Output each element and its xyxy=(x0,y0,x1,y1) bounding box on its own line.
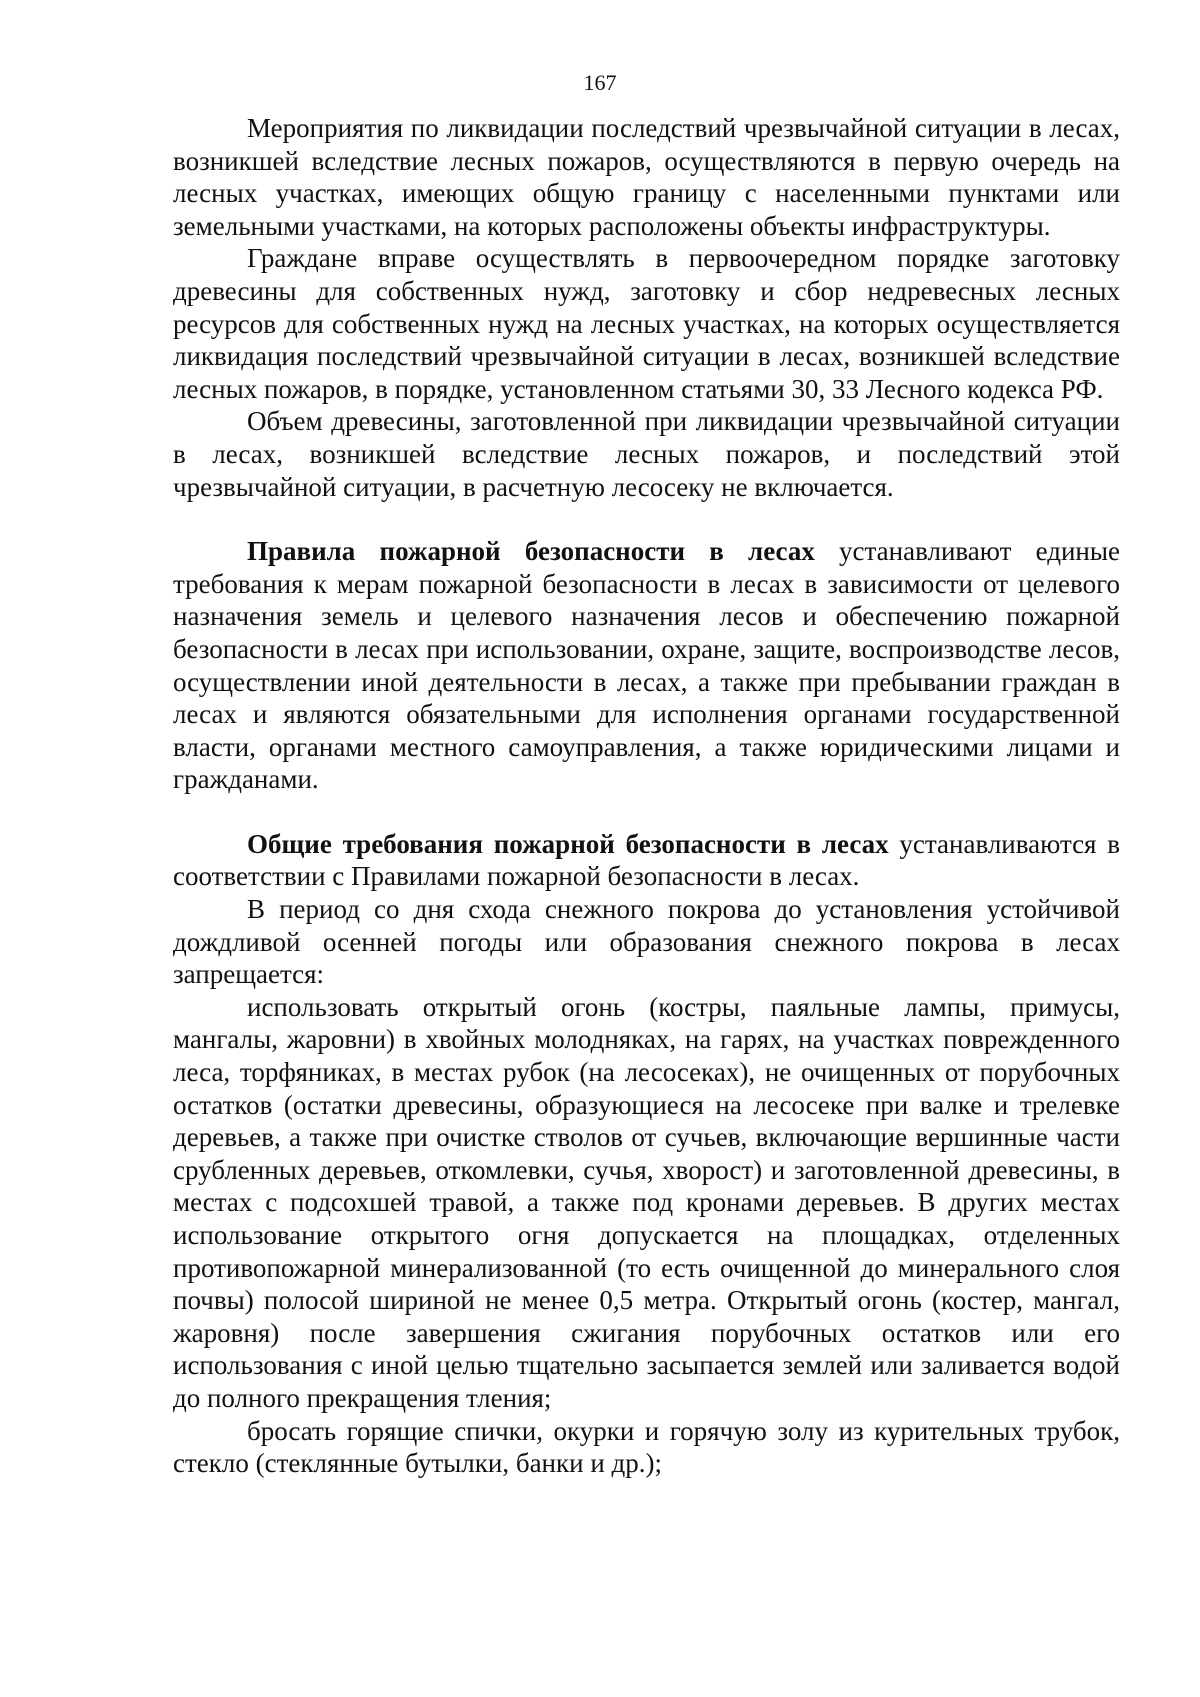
paragraph-liquidation-measures: Мероприятия по ликвидации последствий чрезвычайной ситуации в лесах, возникшей вследствие лесных пожаров, осуществляются в первую очередь на лесных участках, имеющих общую границу с населенными пунктами или земельными участками, на которых расположены объекты инфраструктуры. xyxy=(173,113,1120,241)
bold-term-fire-safety-rules: Правила пожарной безопасности в лесах xyxy=(247,536,815,567)
paragraph-wood-volume: Объем древесины, заготовленной при ликвидации чрезвычайной ситуации в лесах, возникшей вследствие лесных пожаров, и последствий этой чрезвычайной ситуации, в расчетную лесосеку не включается. xyxy=(173,406,1120,502)
paragraph-open-fire-rule: использовать открытый огонь (костры, паяльные лампы, примусы, мангалы, жаровни) в хвойных молодняках, на гарях, на участках поврежденного леса, торфяниках, в местах рубок (на лесосеках), не очищенных от порубочных остатков (остатки древесины, образующиеся на лесосеке при валке и трелевке деревьев, а также при очистке стволов от сучьев, включающие вершинные части срубленных деревьев, откомлевки, сучья, хворост) и заготовленной древесины, в местах с подсохшей травой, а также под кронами деревьев. В других местах использование открытого огня допускается на площадках, отделенных противопожарной минерализованной (то есть очищенной до минерального слоя почвы) полосой шириной не менее 0,5 метра. Открытый огонь (костер, мангал, жаровня) после завершения сжигания порубочных остатков или его использования с иной целью тщательно засыпается землей или заливается водой до полного прекращения тления; xyxy=(173,991,1120,1413)
page-number: 167 xyxy=(583,70,617,95)
paragraph-citizens-rights: Граждане вправе осуществлять в первоочередном порядке заготовку древесины для собственных нужд, заготовку и сбор недревесных лесных ресурсов для собственных нужд на лесных участках, на которых осуществляется ликвидация последствий чрезвычайной ситуации в лесах, возникшей вследствие лесных пожаров, в порядке, установленном статьями 30, 33 Лесного кодекса РФ. xyxy=(173,243,1120,404)
paragraph-fire-safety-rules xyxy=(173,535,1120,796)
paragraph-general-requirements xyxy=(173,828,1120,893)
paragraph-text: устанавливают единые требования к мерам пожарной безопасности в лесах в зависимости от целевого назначения земель и целевого назначения лесов и обеспечению пожарной безопасности в лесах при использовании, охране, защите, воспроизводстве лесов, осуществлении иной деятельности в лесах, а также при пребывании граждан в лесах и являются обязательными для исполнения органами государственной власти, органами местного самоуправления, а также юридическими лицами и гражданами. xyxy=(173,536,1120,795)
paragraph-matches-rule: бросать горящие спички, окурки и горячую золу из курительных трубок, стекло (стеклянные бутылки, банки и др.); xyxy=(173,1415,1120,1479)
document-body xyxy=(173,112,1120,1480)
bold-term-general-requirements: Общие требования пожарной безопасности в лесах xyxy=(247,828,889,859)
paragraph-prohibited-period: В период со дня схода снежного покрова до установления устойчивой дождливой осенней погоды или образования снежного покрова в лесах запрещается: xyxy=(173,894,1120,990)
paragraph-text: устанавливаются в соответствии с Правилами пожарной безопасности в лесах. xyxy=(173,828,1120,892)
paragraph-spacer xyxy=(173,796,1120,828)
paragraph-spacer xyxy=(173,503,1120,535)
